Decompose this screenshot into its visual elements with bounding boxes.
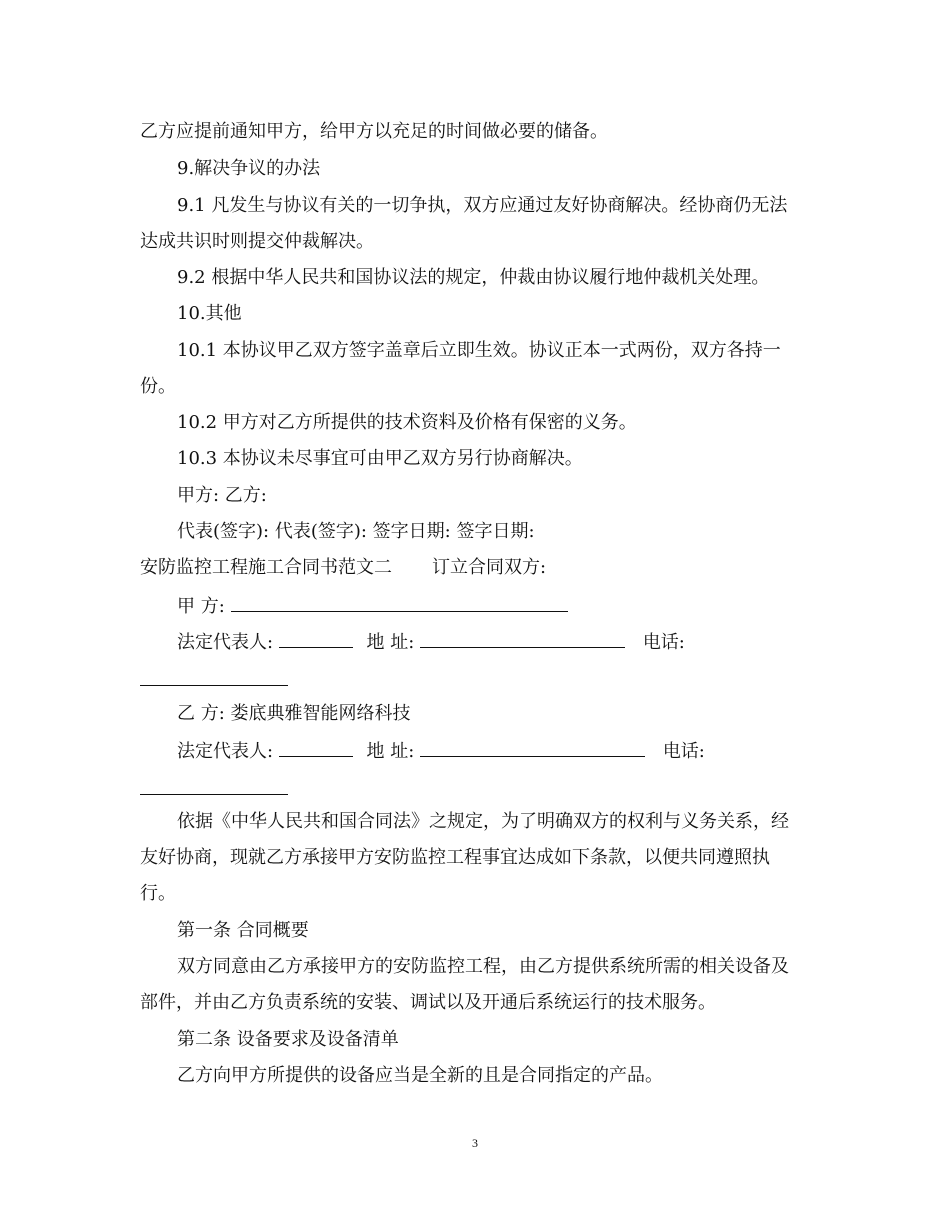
party-b-phone-row bbox=[140, 779, 820, 799]
clause-10-1-line-1: 10.1 本协议甲乙双方签字盖章后立即生效。协议正本一式两份，双方各持一 bbox=[177, 340, 781, 361]
party-a-address-label: 地 址: bbox=[366, 632, 415, 653]
party-signature-labels: 甲方: 乙方: bbox=[177, 485, 267, 506]
article-2-heading: 第二条 设备要求及设备清单 bbox=[177, 1029, 399, 1050]
clause-10-2: 10.2 甲方对乙方所提供的技术资料及价格有保密的义务。 bbox=[177, 412, 637, 433]
contract-title-row bbox=[140, 559, 820, 577]
contract-title: 安防监控工程施工合同书范文二 bbox=[140, 557, 392, 578]
page-number: 3 bbox=[472, 1136, 478, 1150]
article-1-heading: 第一条 合同概要 bbox=[177, 920, 309, 941]
party-a-phone-label: 电话: bbox=[642, 632, 685, 653]
signature-date-labels: 代表(签字): 代表(签字): 签字日期: 签字日期: bbox=[177, 521, 535, 542]
party-a-legal-rep-label: 法定代表人: bbox=[177, 632, 274, 653]
article-1-line-2: 部件，并由乙方负责系统的安装、调试以及开通后系统运行的技术服务。 bbox=[140, 992, 716, 1013]
clause-10-3: 10.3 本协议未尽事宜可由甲乙双方另行协商解决。 bbox=[177, 448, 583, 469]
section-heading-9: 9.解决争议的办法 bbox=[177, 158, 321, 179]
preamble-line-2: 友好协商，现就乙方承接甲方安防监控工程事宜达成如下条款，以便共同遵照执 bbox=[140, 847, 770, 868]
party-a-row bbox=[177, 596, 857, 616]
party-b-legal-rep-blank bbox=[279, 741, 353, 757]
party-b-details-row bbox=[177, 741, 857, 761]
party-b-legal-rep-label: 法定代表人: bbox=[177, 741, 274, 762]
party-b-row: 乙 方: 娄底典雅智能网络科技 bbox=[177, 703, 411, 724]
article-1-line-1: 双方同意由乙方承接甲方的安防监控工程，由乙方提供系统所需的相关设备及 bbox=[177, 956, 789, 977]
party-a-legal-rep-blank bbox=[279, 632, 353, 648]
article-2-line-1: 乙方向甲方所提供的设备应当是全新的且是合同指定的产品。 bbox=[177, 1065, 663, 1086]
text-line-1: 乙方应提前通知甲方，给甲方以充足的时间做必要的储备。 bbox=[140, 121, 608, 142]
clause-9-1-line-2: 达成共识时则提交仲裁解决。 bbox=[140, 231, 374, 252]
party-a-phone-blank bbox=[140, 670, 288, 686]
clause-10-1-line-2: 份。 bbox=[140, 376, 176, 397]
party-a-details-row bbox=[177, 632, 857, 652]
party-a-phone-row bbox=[140, 670, 820, 690]
clause-9-1-line-1: 9.1 凡发生与协议有关的一切争执，双方应通过友好协商解决。经协商仍无法 bbox=[177, 195, 788, 216]
party-b-address-blank bbox=[420, 741, 645, 757]
party-b-phone-label: 电话: bbox=[662, 741, 705, 762]
preamble-line-1: 依据《中华人民共和国合同法》之规定，为了明确双方的权利与义务关系，经 bbox=[177, 811, 789, 832]
party-b-address-label: 地 址: bbox=[366, 741, 415, 762]
preamble-line-3: 行。 bbox=[140, 883, 176, 904]
clause-9-2: 9.2 根据中华人民共和国协议法的规定，仲裁由协议履行地仲裁机关处理。 bbox=[177, 267, 770, 288]
contract-parties-label: 订立合同双方: bbox=[432, 557, 547, 578]
party-b-phone-blank bbox=[140, 779, 288, 795]
party-a-blank bbox=[231, 596, 568, 612]
party-a-label: 甲 方: bbox=[177, 596, 225, 617]
party-a-address-blank bbox=[420, 632, 625, 648]
section-heading-10: 10.其他 bbox=[177, 303, 242, 324]
